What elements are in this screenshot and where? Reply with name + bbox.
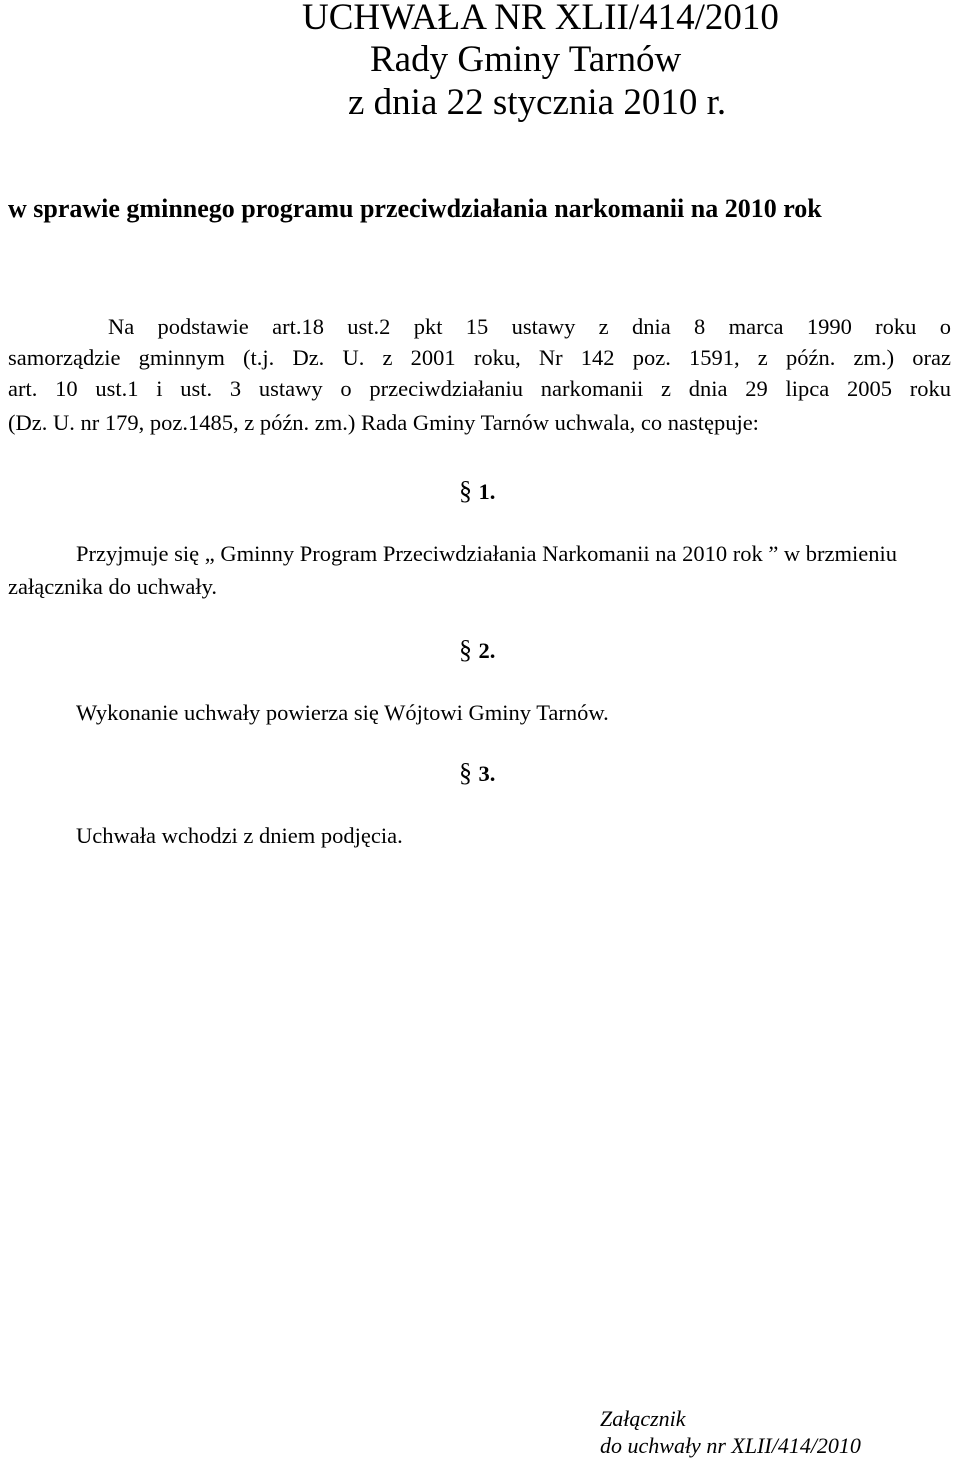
section-1-text: Przyjmuje się „ Gminny Program Przeciwdziałania Narkomanii na 2010 rok ” w brzmieniu załącznika do uchwały. (8, 541, 898, 599)
attachment-label: Załącznik (600, 1406, 686, 1431)
council-name: Rady Gminy Tarnów (370, 39, 682, 80)
section-number: 2. (478, 638, 496, 663)
section-3-heading (459, 758, 495, 788)
document-title: UCHWAŁA NR XLII/414/2010 (302, 0, 779, 38)
section-number: 3. (478, 761, 496, 786)
resolution-date: z dnia 22 stycznia 2010 r. (348, 82, 727, 123)
preamble-line-4: (Dz. U. nr 179, poz.1485, z późn. zm.) Rada Gminy Tarnów uchwala, co następuje: (8, 410, 759, 435)
preamble-line-1: Na podstawie art.18 ust.2 pkt 15 ustawy z dnia 8 marca 1990 roku o (108, 314, 951, 339)
attachment-reference: do uchwały nr XLII/414/2010 (600, 1433, 861, 1458)
section-number: 1. (478, 479, 496, 504)
section-2-heading (459, 635, 495, 665)
preamble-line-2: samorządzie gminnym (t.j. Dz. U. z 2001 roku, Nr 142 poz. 1591, z późn. zm.) oraz (8, 345, 951, 370)
section-symbol: § (459, 635, 472, 664)
section-2-text: Wykonanie uchwały powierza się Wójtowi Gminy Tarnów. (76, 700, 609, 725)
section-1-heading (459, 476, 495, 506)
section-symbol: § (459, 758, 472, 787)
section-symbol: § (459, 476, 472, 505)
resolution-subject: w sprawie gminnego programu przeciwdziałania narkomanii na 2010 rok (8, 194, 822, 223)
section-3-text: Uchwała wchodzi z dniem podjęcia. (76, 823, 403, 848)
preamble-line-3: art. 10 ust.1 i ust. 3 ustawy o przeciwdziałaniu narkomanii z dnia 29 lipca 2005 roku (8, 376, 951, 401)
